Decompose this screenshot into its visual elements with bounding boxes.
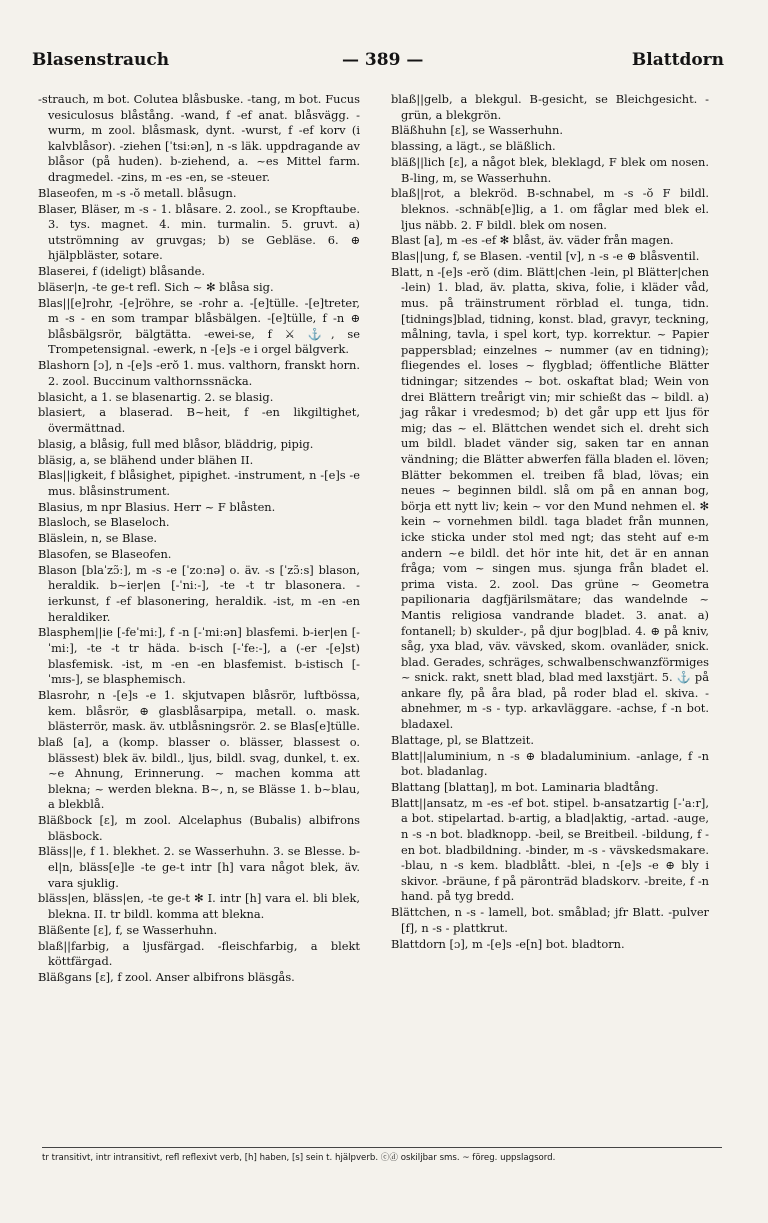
dictionary-entry: Bläßhuhn [ɛ], se Wasserhuhn. [391,123,563,138]
right-column [391,92,709,952]
dictionary-entry: Bläßbock [ɛ], m zool. Alcelaphus (Bubalis) albifrons bläsbock. [38,813,360,843]
dictionary-entry: Blatt||aluminium, n -s ⊕ bladaluminium. -anlage, f -n bot. bladanlag. [391,748,709,779]
dictionary-entry: Bläslein, n, se Blase. [38,531,158,546]
page-header [32,50,724,76]
dictionary-entry: Blast [a], m -es -ef ✻ blåst, äv. väder från magen. [391,233,674,248]
dictionary-entry: Blattage, pl, se Blattzeit. [391,732,534,747]
left-column [38,92,360,986]
dictionary-entry: bläss|en, bläss|en, -te ge-t ✻ I. intr [h] vara el. bli blek, blekna. II. tr bildl. komma att blekna. [38,891,360,921]
dictionary-entry: Blason [blaˈzɔ̃ː], m -s -e [ˈzoːnə] o. äv. -s [ˈzɔ̃ːs] blason, heraldik. b~ier|en [-ˈniː-], -te -t tr blasonera. -ierkunst, f -ef blasonering, heraldik. -ist, m -en -en heraldiker. [38,562,360,624]
dictionary-entry: bläser|n, -te ge-t refl. Sich ~ ✻ blåsa sig. [38,279,274,294]
dictionary-entry: Blatt||ansatz, m -es -ef bot. stipel. b-ansatzartig [-ˈaːr], a bot. stipelartad. b-artig, a blad|aktig, -artad. -auge, n -s -n bot. bladknopp. -beil, se Breitbeil. -bildung, f -en bot. bladbildning. -binder, m -s - vävskedsmakare. -blau, n -s kem. bladblått. -blei, n -[e]s -e ⊕ bly i skivor. -bräune, f på päronträd bladskorv. -breite, f -n hand. på tyg bredd. [391,795,709,904]
dictionary-entry: Blasloch, se Blaseloch. [38,515,170,530]
dictionary-entry: Bläss||e, f 1. blekhet. 2. se Wasserhuhn. 3. se Blesse. b-el|n, bläss[e]le -te ge-t intr [h] vara något blek, äv. vara sjuklig. [38,844,360,890]
dictionary-entry: Blaser, Bläser, m -s - 1. blåsare. 2. zool., se Kropftaube. 3. tys. magnet. 4. min. turmalin. 5. gruvt. a) utströmning av gruvgas; b) se Gebläse. 6. ⊕ hjälpbläster, sotare. [38,201,360,263]
dictionary-entry: Blasius, m npr Blasius. Herr ~ F blåsten. [38,499,276,514]
dictionary-entry: Blättchen, n -s - lamell, bot. småblad; jfr Blatt. -pulver [f], n -s - plattkrut. [391,905,709,935]
dictionary-entry: blaß||rot, a blekröd. B-schnabel, m -s -ŏ F bildl. bleknos. -schnäb[e]lig, a 1. om fåglar med blek el. ljus näbb. 2. F bildl. blek om nosen. [391,186,709,232]
dictionary-entry: blaß||farbig, a ljusfärgad. -fleischfarbig, a blekt köttfärgad. [38,938,360,969]
dictionary-entry: Blaseofen, m -s -ŏ metall. blåsugn. [38,185,237,200]
dictionary-entry: Blas||ung, f, se Blasen. -ventil [v], n -s -e ⊕ blåsventil. [391,249,700,264]
dictionary-entry: Blas||[e]rohr, -[e]röhre, se -rohr a. -[e]tülle. -[e]treter, m -s - en som trampar blåsbälgen. -[e]tülle, f -n ⊕ blåsbälgsrör, bälgtätta. -ewei-se, f ⚔ ⚓, se Trompetensignal. -ewerk, n -[e]s -e i orgel bälgverk. [38,295,360,357]
left-guide-word: Blasenstrauch [32,50,170,70]
dictionary-entry: bläß||lich [ɛ], a något blek, bleklagd, F blek om nosen. B-ling, m, se Wasserhuhn. [391,154,709,185]
dictionary-entry: blassing, a lägt., se bläßlich. [391,139,556,154]
dictionary-entry: Blattang [blattaŋ], m bot. Laminaria bladtång. [391,780,659,794]
dictionary-entry: Blashorn [ɔ], n -[e]s -erŏ 1. mus. valthorn, franskt horn. 2. zool. Buccinum valthornssnäcka. [38,358,360,388]
dictionary-entry: Blas||igkeit, f blåsighet, pipighet. -instrument, n -[e]s -e mus. blåsinstrument. [38,468,360,498]
dictionary-entry: Blatt, n -[e]s -erŏ (dim. Blätt|chen -lein, pl Blätter|chen -lein) 1. blad, äv. platta, skiva, folie, i kläder våd, mus. på träinstrument rörblad el. tunga, tidn. [tidnings]blad, tidning, konst. blad, gravyr, teckning, målning, tavla, i spel kort, typ. korrektur. ~ Papier pappersblad; einzelnes ~ nummer (av en tidning); fliegendes el. loses ~ flygblad; öffentliche Blätter tidningar; sitzendes ~ bot. oskaftat blad; Wein von drei Blättern treårigt vin; mir schießt das ~ bildl. a) jag råkar i vredesmod; b) det går upp ett ljus för mig; das ~ el. Blättchen wendet sich el. dreht sich um bildl. bladet vänder sig, saken tar en annan vändning; die Blätter abwerfen fälla bladen el. löven; Blätter bekommen el. treiben få blad, lövas; ein neues ~ beginnen bildl. slå om på en annan bog, börja ett nytt liv; kein ~ vor den Mund nehmen el. ✻ kein ~ vornehmen bildl. taga bladet från munnen, icke sticka under stol med ngt; das steht auf e-m andern ~e bildl. det hör inte hit, det är en annan fråga; vom ~ singen mus. sjunga från bladet el. prima vista. 2. zool. Das grüne ~ Geometra papilionaria dagfjärilsmätare; das wandelnde ~ Mantis religiosa vandrande bladet. 3. anat. a) fontanell; b) skulder-, på djur bog|blad. 4. ⊕ på kniv, såg, yxa blad, väv. vävsked, skom. ovanläder, snick. blad. Gerades, schräges, schwalbenschwanzförmiges ~ snick. rakt, snett blad, blad med laxstjärt. 5. ⚓ på ankare fly, på åra blad, på roder blad el. skiva. -abnehmer, m -s - typ. arkavläggare. -achse, f -n bot. bladaxel. [391,264,709,732]
dictionary-entry: Bläßgans [ɛ], f zool. Anser albifrons bläsgås. [38,969,295,984]
dictionary-entry: bläsig, a, se blähend under blähen II. [38,452,254,467]
dictionary-entry: blaß||gelb, a blekgul. B-gesicht, se Bleichgesicht. -grün, a blekgrön. [391,92,709,122]
dictionary-entry: blasiert, a blaserad. B~heit, f -en likgiltighet, övermättnad. [38,405,360,435]
dictionary-entry: Blattdorn [ɔ], m -[e]s -e[n] bot. bladtorn. [391,936,625,951]
dictionary-entry: Blaserei, f (ideligt) blåsande. [38,264,205,279]
dictionary-entry: blaß [a], a (komp. blasser o. blässer, blassest o. blässest) blek äv. bildl., ljus, bildl. svag, dunkel, t. ex. ~e Ahnung, Erinnerung. ~ machen komma att blekna; ~ werden blekna. B~, n, se Blässe 1. b~blau, a blekblå. [38,734,360,812]
dictionary-entry: blasig, a blåsig, full med blåsor, bläddrig, pipig. [38,436,314,451]
right-guide-word: Blattdorn [631,50,724,70]
abbreviation-legend: tr transitivt, intr intransitivt, refl reflexivt verb, [h] haben, [s] sein t. hjälpverb. ⓒⓓ oskiljbar sms. ~ föreg. uppslagsord. [42,1147,722,1163]
dictionary-entry: blasicht, a 1. se blasenartig. 2. se blasig. [38,389,274,404]
dictionary-entry: Blasphem||ie [-feˈmiː], f -n [-ˈmiːən] blasfemi. b-ier|en [-ˈmiː], -te -t tr häda. b-isch [-ˈfeː-], a (-er -[e]st) blasfemisk. -ist, m -en -en blasfemist. b-istisch [-ˈmɪs-], se blasphemisch. [38,625,360,687]
dictionary-entry: Blasrohr, n -[e]s -e 1. skjutvapen blåsrör, luftbössa, kem. blåsrör, ⊕ glasblåsarpipa, metall. o. mask. blästerrör, mask. äv. utblåsningsrör. 2. se Blas[e]tülle. [38,687,360,734]
dictionary-entry: Blasofen, se Blaseofen. [38,547,172,562]
page-number: — 389 — [342,50,424,70]
dictionary-entry: Bläßente [ɛ], f, se Wasserhuhn. [38,922,218,937]
dictionary-entry: -strauch, m bot. Colutea blåsbuske. -tang, m bot. Fucus vesiculosus blåstång. -wand, f -ef anat. blåsvägg. -wurm, m zool. blåsmask, dynt. -wurst, f -ef korv (i kalvblåsor). -ziehen [ˈtsiːən], n -s läk. uppdragande av blåsor (på huden). b-ziehend, a. ~es Mittel farm. dragmedel. -zins, m -es -en, se -steuer. [38,92,360,184]
